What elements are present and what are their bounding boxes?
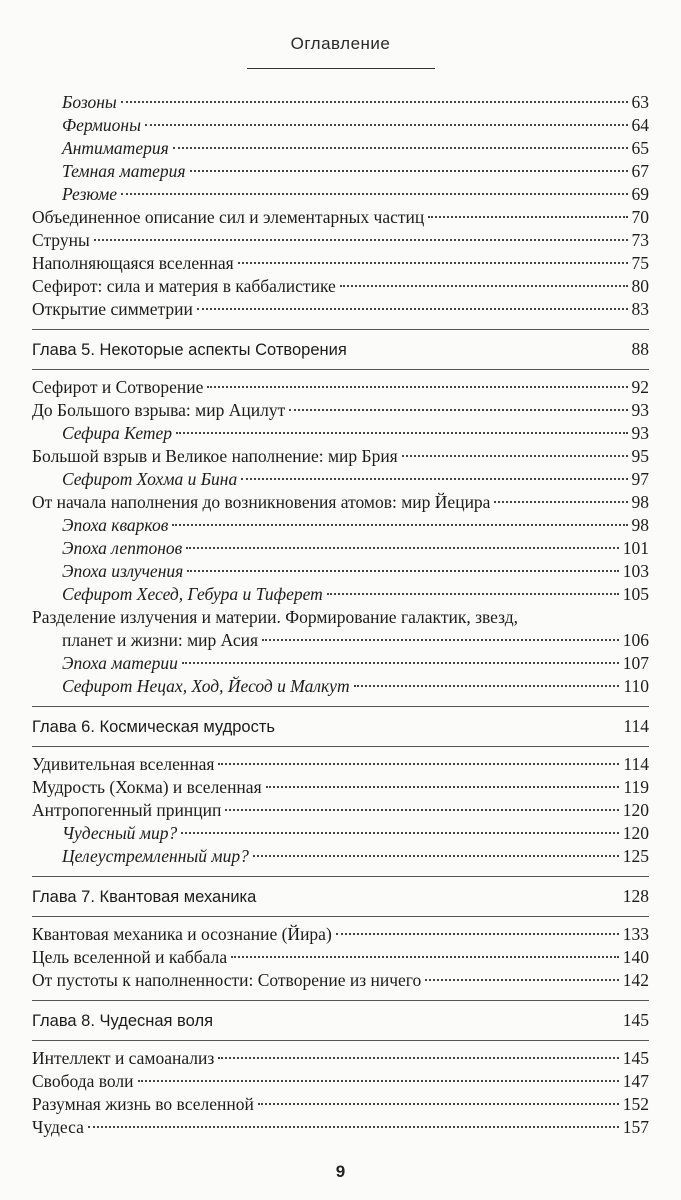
leader-dots [187, 570, 618, 572]
toc-chapter-label: Глава 8. Чудесная воля [32, 1012, 214, 1030]
toc-entry-page: 80 [631, 276, 649, 296]
leader-dots [336, 933, 619, 935]
toc-entry-label: Мудрость (Хокма) и вселенная [32, 777, 262, 797]
toc-entry[interactable] [0, 514, 681, 537]
toc-entry-label: Струны [32, 230, 90, 250]
toc-entry[interactable] [0, 822, 681, 845]
toc-entry[interactable] [0, 537, 681, 560]
toc-chapter[interactable] [0, 885, 681, 908]
toc-entry[interactable] [0, 799, 681, 822]
toc-entry-page: 152 [622, 1094, 649, 1114]
toc-entry-label: Чудеса [32, 1117, 84, 1137]
page-number: 9 [335, 1162, 346, 1181]
toc-entry[interactable] [0, 229, 681, 252]
toc-entry-page: 69 [631, 184, 649, 204]
toc-entry-label: Эпоха лептонов [62, 538, 183, 558]
toc-chapter-page: 145 [622, 1010, 649, 1030]
toc-entry-label-line1: Разделение излучения и материи. Формирование галактик, звезд, [32, 607, 519, 627]
toc-entry-label: Цель вселенной и каббала [32, 947, 228, 967]
leader-dots [327, 593, 619, 595]
toc-entry[interactable] [0, 275, 681, 298]
chapter-rule [32, 706, 649, 707]
toc-entry-page: 103 [622, 561, 649, 581]
toc-entry-label: Большой взрыв и Великое наполнение: мир Брия [32, 446, 398, 466]
toc-entry-label: Сефирот: сила и материя в каббалистике [32, 276, 336, 296]
toc-entry-page: 142 [622, 970, 649, 990]
toc-entry-label: Сефирот Хесед, Гебура и Тиферет [62, 584, 323, 604]
leader-dots [425, 979, 618, 981]
toc-entry-page: 145 [622, 1048, 649, 1068]
toc-entry-page: 93 [631, 400, 649, 420]
toc-entry[interactable] [0, 946, 681, 969]
toc-entry[interactable] [0, 183, 681, 206]
toc-entry[interactable] [0, 468, 681, 491]
chapter-rule [32, 369, 649, 370]
leader-dots [218, 763, 619, 765]
toc-entry-page: 98 [631, 492, 649, 512]
toc-entry[interactable] [0, 399, 681, 422]
toc-entry-page: 92 [631, 377, 649, 397]
leader-dots [88, 1126, 619, 1128]
toc-chapter[interactable] [0, 338, 681, 361]
table-of-contents [0, 91, 681, 1139]
toc-entry[interactable] [0, 652, 681, 675]
leader-dots [190, 170, 628, 172]
toc-entry-page: 120 [622, 823, 649, 843]
toc-entry[interactable] [0, 629, 681, 652]
toc-entry[interactable] [0, 969, 681, 992]
toc-entry-label: От начала наполнения до возникновения атомов: мир Йецира [32, 492, 491, 512]
toc-entry-label: Антропогенный принцип [32, 800, 222, 820]
toc-entry[interactable] [0, 160, 681, 183]
toc-entry-page: 140 [622, 947, 649, 967]
toc-entry-label: Разумная жизнь во вселенной [32, 1094, 254, 1114]
toc-entry[interactable] [0, 753, 681, 776]
toc-entry-page: 106 [622, 630, 649, 650]
toc-chapter[interactable] [0, 1009, 681, 1032]
toc-entry[interactable] [0, 376, 681, 399]
toc-entry-page: 65 [631, 138, 649, 158]
toc-entry-label: От пустоты к наполненности: Сотворение из ничего [32, 970, 422, 990]
toc-entry-label: Эпоха материи [62, 653, 178, 673]
toc-entry-page: 157 [622, 1117, 649, 1137]
toc-entry-page: 125 [622, 846, 649, 866]
toc-entry-label: Наполняющаяся вселенная [32, 253, 234, 273]
toc-chapter-label: Глава 7. Квантовая механика [32, 888, 257, 906]
toc-entry-page: 93 [631, 423, 649, 443]
toc-entry-page: 147 [622, 1071, 649, 1091]
leader-dots [197, 308, 628, 310]
toc-entry-label: Бозоны [62, 92, 117, 112]
header-rule [247, 68, 435, 69]
toc-entry-label: До Большого взрыва: мир Ацилут [32, 400, 286, 420]
toc-entry-page: 75 [631, 253, 649, 273]
toc-entry-label: Сефирот Хохма и Бина [62, 469, 238, 489]
toc-entry-page: 105 [622, 584, 649, 604]
leader-dots [207, 386, 627, 388]
toc-entry[interactable] [0, 91, 681, 114]
leader-dots [121, 193, 627, 195]
toc-entry-page: 110 [623, 676, 649, 696]
leader-dots [258, 1103, 619, 1105]
toc-chapter[interactable] [0, 715, 681, 738]
toc-entry[interactable] [0, 298, 681, 321]
leader-dots [186, 547, 618, 549]
toc-entry[interactable] [0, 923, 681, 946]
toc-chapter-label: Глава 5. Некоторые аспекты Сотворения [32, 341, 347, 359]
toc-entry-label: Удивительная вселенная [32, 754, 215, 774]
leader-dots [402, 455, 628, 457]
toc-chapter-label: Глава 6. Космическая мудрость [32, 718, 276, 736]
toc-entry-label: Сефира Кетер [62, 423, 173, 443]
toc-entry[interactable] [0, 776, 681, 799]
leader-dots [253, 855, 619, 857]
toc-entry-label: Резюме [62, 184, 118, 204]
leader-dots [266, 786, 620, 788]
chapter-rule [32, 1040, 649, 1041]
chapter-rule [32, 916, 649, 917]
leader-dots [354, 685, 620, 687]
toc-chapter-page: 128 [622, 886, 649, 906]
toc-entry[interactable] [0, 675, 681, 698]
toc-entry-page: 67 [631, 161, 649, 181]
toc-entry[interactable] [0, 1070, 681, 1093]
toc-entry[interactable] [0, 491, 681, 514]
toc-entry[interactable] [0, 114, 681, 137]
toc-entry-label: Сефирот Нецах, Ход, Йесод и Малкут [62, 676, 350, 696]
toc-entry-page: 83 [631, 299, 649, 319]
leader-dots [181, 832, 619, 834]
toc-entry-label: Чудесный мир? [62, 823, 178, 843]
toc-entry-page: 70 [631, 207, 649, 227]
toc-entry[interactable] [0, 1093, 681, 1116]
toc-entry[interactable] [0, 1047, 681, 1070]
leader-dots [289, 409, 627, 411]
toc-entry[interactable] [0, 560, 681, 583]
toc-entry-page: 97 [631, 469, 649, 489]
leader-dots [225, 809, 618, 811]
toc-entry-label: Сефирот и Сотворение [32, 377, 204, 397]
toc-entry-label: Объединенное описание сил и элементарных частиц [32, 207, 425, 227]
leader-dots [145, 124, 628, 126]
toc-chapter-page: 114 [623, 716, 649, 736]
toc-entry-page: 73 [631, 230, 649, 250]
leader-dots [262, 639, 619, 641]
toc-entry-label: Эпоха излучения [62, 561, 184, 581]
toc-entry-label: Темная материя [62, 161, 186, 181]
toc-entry-page: 107 [622, 653, 649, 673]
toc-entry[interactable] [0, 583, 681, 606]
leader-dots [172, 524, 627, 526]
toc-entry-label: Свобода воли [32, 1071, 134, 1091]
leader-dots [340, 285, 628, 287]
toc-entry-page: 133 [622, 924, 649, 944]
toc-entry-label: Квантовая механика и осознание (Йира) [32, 924, 332, 944]
toc-entry-label: Эпоха кварков [62, 515, 169, 535]
toc-entry-page: 119 [623, 777, 649, 797]
running-header: Оглавление [290, 34, 391, 53]
toc-entry-label: Фермионы [62, 115, 141, 135]
toc-entry[interactable] [0, 845, 681, 868]
toc-entry-page: 98 [631, 515, 649, 535]
toc-entry-label: планет и жизни: мир Асия [62, 630, 259, 650]
chapter-rule [32, 329, 649, 330]
leader-dots [241, 478, 627, 480]
toc-entry[interactable] [0, 422, 681, 445]
leader-dots [173, 147, 628, 149]
toc-entry-page: 120 [622, 800, 649, 820]
leader-dots [182, 662, 619, 664]
leader-dots [218, 1057, 618, 1059]
toc-entry[interactable] [0, 206, 681, 229]
chapter-rule [32, 1000, 649, 1001]
toc-entry[interactable] [0, 1116, 681, 1139]
leader-dots [238, 262, 628, 264]
toc-entry-label: Открытие симметрии [32, 299, 193, 319]
toc-entry-label: Целеустремленный мир? [62, 846, 249, 866]
leader-dots [176, 432, 627, 434]
leader-dots [231, 956, 619, 958]
toc-entry[interactable] [0, 445, 681, 468]
toc-entry-page: 64 [631, 115, 649, 135]
toc-entry-page: 114 [623, 754, 649, 774]
leader-dots [138, 1080, 619, 1082]
leader-dots [94, 239, 628, 241]
leader-dots [494, 501, 627, 503]
toc-entry-page: 101 [622, 538, 649, 558]
toc-entry-page: 95 [631, 446, 649, 466]
toc-entry-page: 63 [631, 92, 649, 112]
chapter-rule [32, 746, 649, 747]
toc-entry-label: Антиматерия [62, 138, 169, 158]
toc-entry[interactable] [0, 137, 681, 160]
toc-entry-label: Интеллект и самоанализ [32, 1048, 215, 1068]
chapter-rule [32, 876, 649, 877]
toc-entry[interactable] [0, 252, 681, 275]
leader-dots [121, 101, 628, 103]
leader-dots [428, 216, 627, 218]
toc-chapter-page: 88 [631, 339, 649, 359]
